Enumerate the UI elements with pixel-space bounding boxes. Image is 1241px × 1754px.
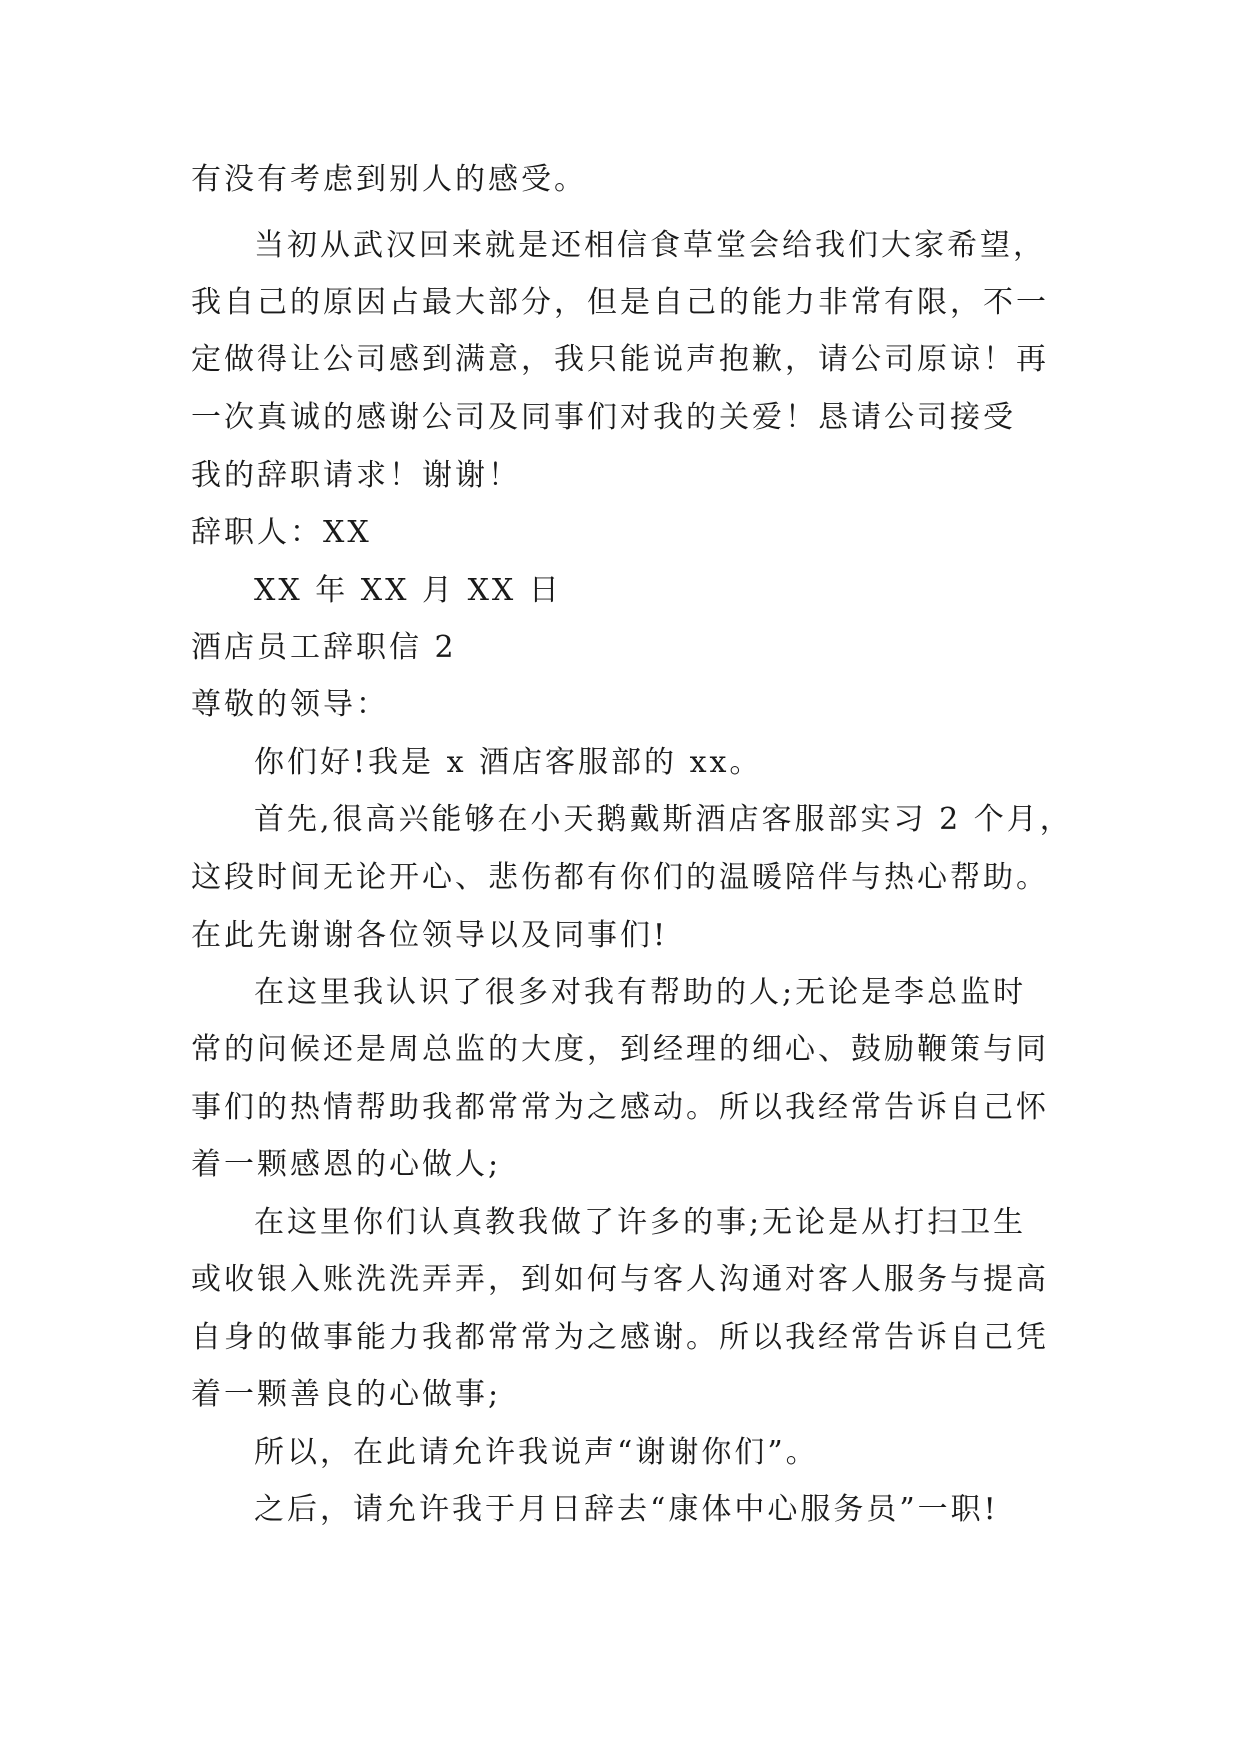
signatory-line: 辞职人：XX bbox=[191, 515, 372, 550]
body-text-line: 在这里我认识了很多对我有帮助的人;无论是李总监时 bbox=[254, 975, 1027, 1010]
body-text-line: 事们的热情帮助我都常常为之感动。所以我经常告诉自己怀 bbox=[191, 1090, 1049, 1125]
body-text-line: 着一颗善良的心做事; bbox=[191, 1377, 502, 1412]
date-line: XX 年 XX 月 XX 日 bbox=[254, 573, 562, 608]
body-text-line: 自身的做事能力我都常常为之感谢。所以我经常告诉自己凭 bbox=[191, 1320, 1049, 1355]
body-text-line: 当初从武汉回来就是还相信食草堂会给我们大家希望， bbox=[254, 228, 1046, 263]
body-text-line: 这段时间无论开心、悲伤都有你们的温暖陪伴与热心帮助。 bbox=[191, 860, 1049, 895]
salutation: 尊敬的领导： bbox=[191, 687, 389, 722]
greeting-line: 你们好!我是 x 酒店客服部的 xx。 bbox=[254, 745, 763, 780]
letter-title: 酒店员工辞职信 2 bbox=[191, 630, 457, 665]
body-text-line: 常的问候还是周总监的大度，到经理的细心、鼓励鞭策与同 bbox=[191, 1032, 1049, 1067]
body-text-line: 有没有考虑到别人的感受。 bbox=[191, 162, 587, 197]
body-text-line: 着一颗感恩的心做人; bbox=[191, 1147, 502, 1182]
body-text-line: 定做得让公司感到满意，我只能说声抱歉，请公司原谅！再 bbox=[191, 342, 1049, 377]
body-text-line: 在这里你们认真教我做了许多的事;无论是从打扫卫生 bbox=[254, 1205, 1027, 1240]
body-text-line: 一次真诚的感谢公司及同事们对我的关爱！恳请公司接受 bbox=[191, 400, 1016, 435]
body-text-line: 我自己的原因占最大部分，但是自己的能力非常有限，不一 bbox=[191, 285, 1049, 320]
body-text-line: 之后，请允许我于月日辞去“康体中心服务员”一职! bbox=[254, 1492, 999, 1527]
body-text-line: 我的辞职请求！谢谢！ bbox=[191, 458, 521, 493]
body-text-line: 首先,很高兴能够在小天鹅戴斯酒店客服部实习 2 个月， bbox=[254, 802, 1073, 837]
body-text-line: 在此先谢谢各位领导以及同事们! bbox=[191, 918, 669, 953]
body-text-line: 或收银入账洗洗弄弄，到如何与客人沟通对客人服务与提高 bbox=[191, 1262, 1049, 1297]
body-text-line: 所以，在此请允许我说声“谢谢你们”。 bbox=[254, 1435, 819, 1470]
